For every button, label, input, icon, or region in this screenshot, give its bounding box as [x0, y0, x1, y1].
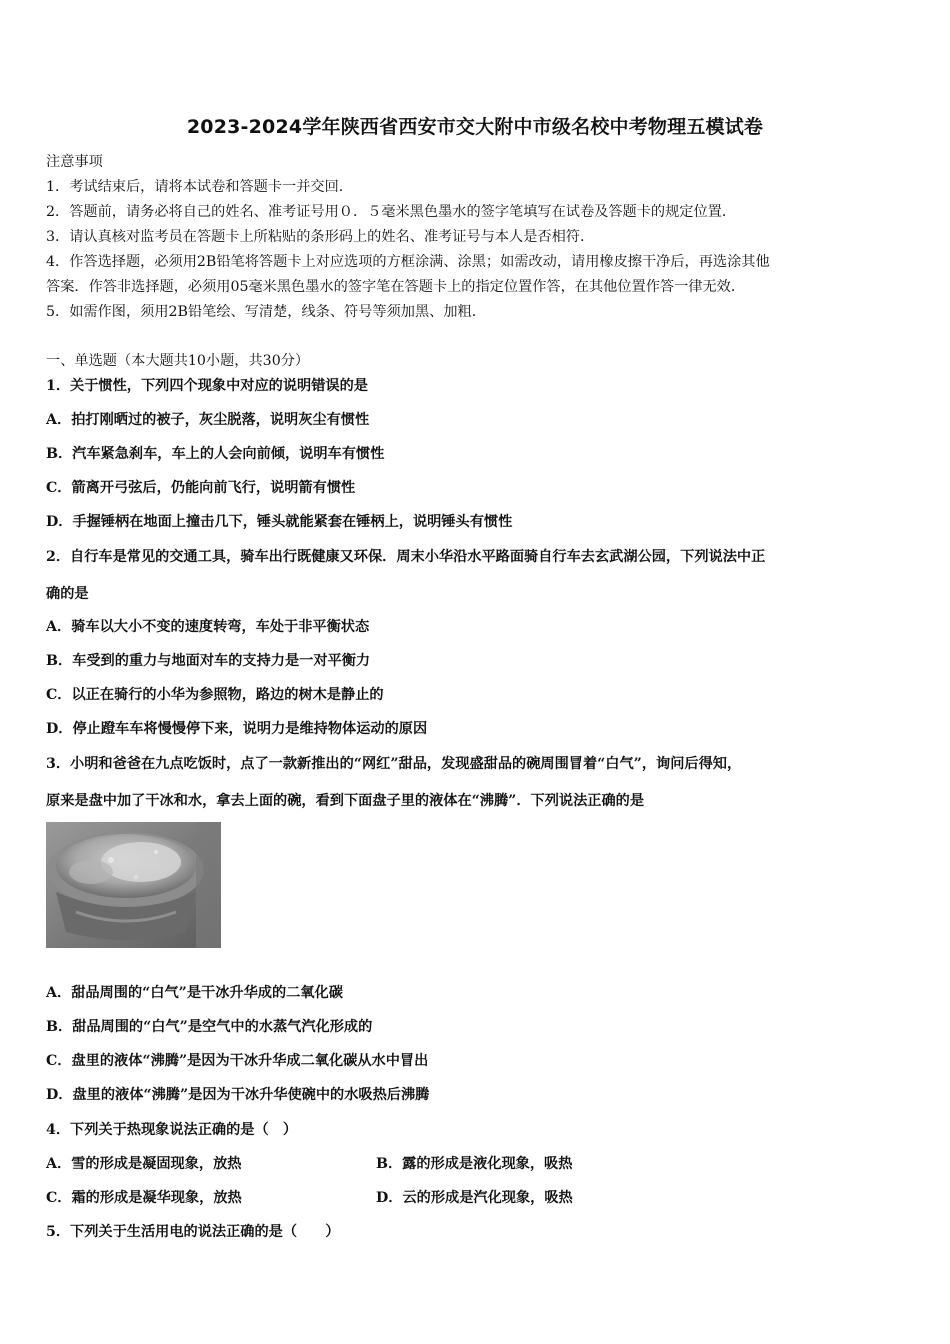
- question-2-option-a: A．骑车以大小不变的速度转弯，车处于非平衡状态: [46, 619, 370, 635]
- question-1-option-a: A．拍打刚晒过的被子，灰尘脱落，说明灰尘有惯性: [46, 412, 370, 428]
- notice-heading: 注意事项: [46, 154, 103, 170]
- notice-item: 4．作答选择题，必须用2B铅笔将答题卡上对应选项的方框涂满、涂黑；如需改动，请用橡皮擦干净后，再选涂其他: [46, 254, 770, 270]
- notice-item: 答案．作答非选择题，必须用05毫米黑色墨水的签字笔在答题卡上的指定位置作答，在其他位置作答一律无效．: [46, 279, 746, 295]
- question-2-option-c: C．以正在骑行的小华为参照物，路边的树木是静止的: [46, 687, 384, 703]
- question-1-option-c: C．箭离开弓弦后，仍能向前飞行，说明箭有惯性: [46, 480, 356, 496]
- question-3-option-d: D．盘里的液体“沸腾”是因为干冰升华使碗中的水吸热后沸腾: [46, 1087, 430, 1103]
- question-3-stem-line2: 原来是盘中加了干冰和水，拿去上面的碗，看到下面盘子里的液体在“沸腾”．下列说法正确的是: [46, 793, 645, 809]
- question-2-option-d: D．停止蹬车车将慢慢停下来，说明力是维持物体运动的原因: [46, 721, 428, 737]
- section-heading: 一、单选题（本大题共10小题，共30分）: [46, 353, 310, 369]
- notice-item: 2．答题前，请务必将自己的姓名、准考证号用０．５毫米黑色墨水的签字笔填写在试卷及答题卡的规定位置．: [46, 204, 737, 220]
- page-title: 2023-2024学年陕西省西安市交大附中市级名校中考物理五模试卷: [186, 116, 764, 138]
- question-4-option-c: C．霜的形成是凝华现象，放热: [46, 1190, 242, 1206]
- question-3-option-a: A．甜品周围的“白气”是干冰升华成的二氧化碳: [46, 985, 343, 1001]
- question-4-stem: 4．下列关于热现象说法正确的是（ ）: [46, 1122, 298, 1138]
- question-4-option-a: A．雪的形成是凝固现象，放热: [46, 1156, 242, 1172]
- question-3-option-b: B．甜品周围的“白气”是空气中的水蒸气汽化形成的: [46, 1019, 373, 1035]
- notice-item: 1．考试结束后，请将本试卷和答题卡一并交回．: [46, 179, 353, 195]
- notice-item: 3．请认真核对监考员在答题卡上所粘贴的条形码上的姓名、准考证号与本人是否相符．: [46, 229, 595, 245]
- question-4-option-d: D．云的形成是汽化现象，吸热: [376, 1190, 573, 1206]
- question-1-option-d: D．手握锤柄在地面上撞击几下，锤头就能紧套在锤柄上，说明锤头有惯性: [46, 514, 513, 530]
- question-2-stem-line2: 确的是: [46, 586, 89, 602]
- question-1-stem: 1．关于惯性，下列四个现象中对应的说明错误的是: [46, 378, 368, 394]
- question-2-option-b: B．车受到的重力与地面对车的支持力是一对平衡力: [46, 653, 371, 669]
- question-3-option-c: C．盘里的液体“沸腾”是因为干冰升华成二氧化碳从水中冒出: [46, 1053, 429, 1069]
- question-2-stem-line1: 2．自行车是常见的交通工具，骑车出行既健康又环保．周末小华沿水平路面骑自行车去玄武湖公园，下列说法中正: [46, 549, 766, 565]
- question-3-stem-line1: 3．小明和爸爸在九点吃饭时，点了一款新推出的“网红”甜品，发现盛甜品的碗周围冒着“白气”，询问后得知，: [46, 756, 742, 772]
- dessert-photo: [46, 822, 221, 948]
- question-5-stem: 5．下列关于生活用电的说法正确的是（ ）: [46, 1224, 340, 1240]
- question-1-option-b: B．汽车紧急刹车，车上的人会向前倾，说明车有惯性: [46, 446, 385, 462]
- question-4-option-b: B．露的形成是液化现象，吸热: [376, 1156, 573, 1172]
- notice-item: 5．如需作图，须用2B铅笔绘、写清楚，线条、符号等须加黑、加粗．: [46, 304, 486, 320]
